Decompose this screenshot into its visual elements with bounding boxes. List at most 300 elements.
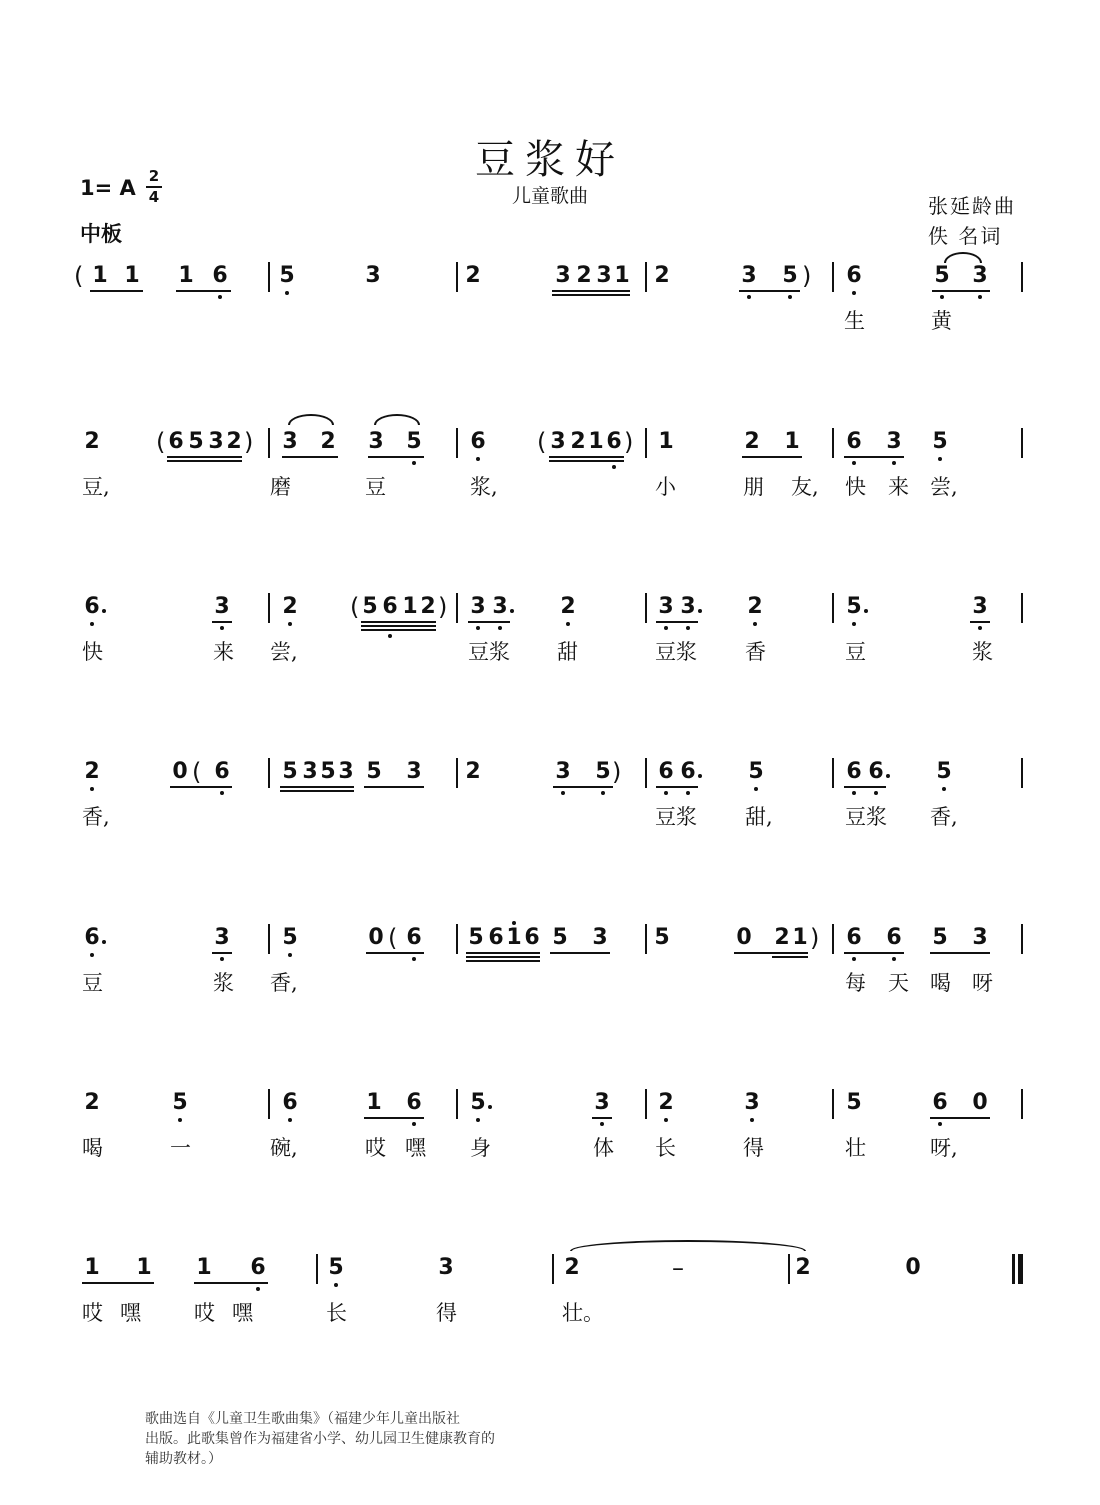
note: 5 <box>172 1090 188 1115</box>
bar-line <box>645 1089 647 1119</box>
song-title: 豆浆好 <box>475 137 625 183</box>
octave-dot <box>664 626 668 630</box>
lyric: 喝 <box>82 1136 103 1160</box>
octave-dot <box>388 634 392 638</box>
note: 2 <box>84 1090 100 1115</box>
note: 5 <box>328 1255 344 1280</box>
lyric: 豆浆 <box>655 805 697 829</box>
beam-underline <box>552 290 630 292</box>
beam-underline <box>772 956 808 958</box>
note: 6 <box>406 925 422 950</box>
bar-line <box>316 1254 318 1284</box>
octave-dot <box>747 295 751 299</box>
note: 3 <box>365 263 381 288</box>
octave-dot <box>788 295 792 299</box>
note: 2 <box>744 429 760 454</box>
note: 5 <box>654 925 670 950</box>
beam-underline <box>549 456 624 458</box>
composer-tie <box>944 252 982 263</box>
octave-dot <box>750 1118 754 1122</box>
bar-line <box>1012 1254 1015 1284</box>
augmentation-dot <box>864 609 868 613</box>
note: 0 <box>172 759 188 784</box>
note: 3 <box>592 925 608 950</box>
bar-line <box>645 593 647 623</box>
note: 1 <box>124 263 140 288</box>
octave-dot <box>601 791 605 795</box>
beam-underline <box>592 1117 612 1119</box>
note: 5 <box>595 759 611 784</box>
augmentation-dot <box>488 1105 492 1109</box>
time-signature <box>146 168 162 206</box>
paren-close: ) <box>810 924 820 952</box>
beam-underline <box>549 460 624 462</box>
note: 3 <box>438 1255 454 1280</box>
note: 3 <box>470 594 486 619</box>
beam-underline <box>468 621 510 623</box>
note: 2 <box>774 925 790 950</box>
lyric: 浆 <box>972 640 993 664</box>
note: 3 <box>658 594 674 619</box>
note: 1 <box>92 263 108 288</box>
beam-underline <box>553 786 613 788</box>
note: 2 <box>654 263 670 288</box>
lyric: 尝, <box>270 640 298 664</box>
note: 6 <box>84 925 100 950</box>
lyric: 快 <box>82 640 103 664</box>
lyric: 天 <box>888 971 909 995</box>
beam-underline <box>282 456 338 458</box>
note: 5 <box>932 429 948 454</box>
note: 3 <box>972 925 988 950</box>
lyric: 来 <box>888 475 909 499</box>
beam-underline <box>742 456 802 458</box>
key-signature: 1= A <box>80 176 136 200</box>
bar-line <box>832 758 834 788</box>
octave-dot <box>612 465 616 469</box>
note: 3 <box>741 263 757 288</box>
note: 5 <box>932 925 948 950</box>
beam-underline <box>280 790 354 792</box>
time-signature-bottom: 4 <box>148 188 160 206</box>
footnote-line-3: 辅助教材。） <box>145 1451 222 1467</box>
octave-dot <box>220 626 224 630</box>
note: 2 <box>795 1255 811 1280</box>
note: 3 <box>214 594 230 619</box>
note: 2 <box>658 1090 674 1115</box>
octave-dot <box>256 1287 260 1291</box>
beam-underline <box>466 952 540 954</box>
bar-line <box>1021 593 1023 623</box>
lyric: 每 <box>845 971 866 995</box>
note: 2 <box>560 594 576 619</box>
beam-underline <box>656 786 698 788</box>
note: 6 <box>406 1090 422 1115</box>
lyric: 豆浆 <box>845 805 887 829</box>
lyric: 嘿 <box>232 1301 253 1325</box>
note: 2 <box>84 429 100 454</box>
bar-line <box>645 428 647 458</box>
footnote-line-1: 歌曲选自《儿童卫生歌曲集》（福建少年儿童出版社 <box>145 1411 460 1427</box>
tempo-marking: 中板 <box>80 221 122 246</box>
note: 2 <box>564 1255 580 1280</box>
octave-dot <box>753 622 757 626</box>
octave-dot <box>938 1122 942 1126</box>
paren-close: ) <box>612 758 622 786</box>
note: 6 <box>846 263 862 288</box>
note: 1 <box>178 263 194 288</box>
note: 1 <box>658 429 674 454</box>
note: 1 <box>136 1255 152 1280</box>
note: 6 <box>606 429 622 454</box>
beam-underline <box>970 621 990 623</box>
beam-underline <box>176 290 231 292</box>
beam-underline <box>364 1117 424 1119</box>
bar-line <box>1021 758 1023 788</box>
octave-dot <box>978 295 982 299</box>
lyric: 长 <box>326 1301 347 1325</box>
beam-underline <box>739 290 800 292</box>
note: 5 <box>936 759 952 784</box>
augmentation-dot <box>886 774 890 778</box>
note: 2 <box>84 759 100 784</box>
note: 5 <box>362 594 378 619</box>
time-signature-top: 2 <box>148 167 160 185</box>
octave-dot <box>178 1118 182 1122</box>
octave-dot <box>90 622 94 626</box>
dash-hold: – <box>672 1254 684 1282</box>
beam-underline <box>552 294 630 296</box>
lyric: 生 <box>844 309 865 333</box>
note: 6 <box>524 925 540 950</box>
lyric: 豆 <box>82 971 103 995</box>
beam-underline <box>930 952 990 954</box>
octave-dot <box>852 791 856 795</box>
octave-dot <box>412 461 416 465</box>
note: 1 <box>792 925 808 950</box>
lyric: 友, <box>791 475 819 499</box>
beam-underline <box>361 625 436 627</box>
bar-line <box>832 1089 834 1119</box>
bar-line <box>1018 1254 1023 1284</box>
lyric: 香 <box>745 640 766 664</box>
note: 6 <box>846 759 862 784</box>
paren-close: ) <box>624 428 634 456</box>
octave-dot <box>874 791 878 795</box>
note: 5 <box>188 429 204 454</box>
octave-dot <box>412 957 416 961</box>
note: 3 <box>282 429 298 454</box>
lyric: 身 <box>470 1136 491 1160</box>
lyric: 香, <box>930 805 958 829</box>
beam-underline <box>167 460 242 462</box>
bar-line <box>268 593 270 623</box>
note: 3 <box>680 594 696 619</box>
note: 3 <box>208 429 224 454</box>
beam-underline <box>361 621 436 623</box>
beam-underline <box>932 290 990 292</box>
bar-line <box>268 758 270 788</box>
note: 2 <box>320 429 336 454</box>
note: 6 <box>470 429 486 454</box>
lyric: 豆 <box>365 475 386 499</box>
octave-dot <box>334 1283 338 1287</box>
paren-open: ( <box>156 428 166 456</box>
note: 2 <box>282 594 298 619</box>
note: 1 <box>366 1090 382 1115</box>
note: 1 <box>784 429 800 454</box>
lyric: 尝, <box>930 475 958 499</box>
beam-underline <box>212 952 232 954</box>
bar-line <box>268 924 270 954</box>
note: 1 <box>614 263 630 288</box>
octave-dot <box>852 957 856 961</box>
note: 3 <box>338 759 354 784</box>
augmentation-dot <box>102 940 106 944</box>
note: 6 <box>84 594 100 619</box>
beam-underline <box>844 952 904 954</box>
lyric: 豆浆 <box>468 640 510 664</box>
lyric: 浆 <box>213 971 234 995</box>
note: 3 <box>972 594 988 619</box>
note: 6 <box>846 925 862 950</box>
octave-dot <box>940 295 944 299</box>
lyric: 豆, <box>82 475 110 499</box>
octave-dot <box>852 622 856 626</box>
beam-underline <box>466 956 540 958</box>
lyric: 嘿 <box>405 1136 426 1160</box>
lyric: 磨 <box>270 475 291 499</box>
octave-dot <box>686 626 690 630</box>
augmentation-dot <box>510 609 514 613</box>
paren-close: ) <box>802 262 812 290</box>
lyric: 长 <box>655 1136 676 1160</box>
note: 0 <box>368 925 384 950</box>
octave-dot <box>220 791 224 795</box>
note: 1 <box>84 1255 100 1280</box>
note: 6 <box>932 1090 948 1115</box>
bar-line <box>456 924 458 954</box>
note: 3 <box>744 1090 760 1115</box>
note: 0 <box>736 925 752 950</box>
note: 3 <box>594 1090 610 1115</box>
octave-dot <box>218 295 222 299</box>
note: 3 <box>492 594 508 619</box>
note: 3 <box>886 429 902 454</box>
note: 6 <box>680 759 696 784</box>
bar-line <box>456 428 458 458</box>
note: 3 <box>555 263 571 288</box>
lyric: 嘿 <box>120 1301 141 1325</box>
beam-underline <box>550 952 610 954</box>
note: 1 <box>402 594 418 619</box>
note: 6 <box>212 263 228 288</box>
bar-line <box>832 924 834 954</box>
beam-underline <box>280 786 354 788</box>
octave-dot <box>754 787 758 791</box>
bar-line <box>832 593 834 623</box>
lyric: 壮 <box>845 1136 866 1160</box>
paren-open: ( <box>388 924 398 952</box>
lyric: 黄 <box>931 309 952 333</box>
lyric: 香, <box>270 971 298 995</box>
octave-dot <box>600 1122 604 1126</box>
lyric: 哎 <box>365 1136 386 1160</box>
bar-line <box>832 262 834 292</box>
note: 1 <box>588 429 604 454</box>
bar-line <box>1021 428 1023 458</box>
note: 5 <box>748 759 764 784</box>
octave-dot <box>288 622 292 626</box>
paren-open: ( <box>74 262 84 290</box>
beam-underline <box>466 960 540 962</box>
lyric: 得 <box>436 1301 457 1325</box>
tie-slur <box>288 414 334 425</box>
bar-line <box>456 1089 458 1119</box>
octave-dot <box>412 1122 416 1126</box>
note: 3 <box>596 263 612 288</box>
note: 6 <box>886 925 902 950</box>
note: 6 <box>868 759 884 784</box>
note: 3 <box>214 925 230 950</box>
beam-underline <box>734 952 808 954</box>
lyric: 哎 <box>82 1301 103 1325</box>
octave-dot <box>288 1118 292 1122</box>
bar-line <box>645 758 647 788</box>
bar-line <box>552 1254 554 1284</box>
augmentation-dot <box>698 774 702 778</box>
lyric: 呀, <box>930 1136 958 1160</box>
beam-underline <box>656 621 698 623</box>
note: 2 <box>465 263 481 288</box>
beam-underline <box>366 952 424 954</box>
bar-line <box>832 428 834 458</box>
octave-dot <box>852 291 856 295</box>
lyric: 香, <box>82 805 110 829</box>
beam-underline <box>167 456 242 458</box>
note: 5 <box>282 759 298 784</box>
paren-close: ) <box>438 593 448 621</box>
lyric: 一 <box>170 1136 191 1160</box>
note: 3 <box>368 429 384 454</box>
note: 5 <box>470 1090 486 1115</box>
bar-line <box>456 593 458 623</box>
bar-line <box>1021 924 1023 954</box>
note: 2 <box>420 594 436 619</box>
note: 1 <box>506 925 522 950</box>
lyric: 得 <box>743 1136 764 1160</box>
lyric: 喝 <box>930 971 951 995</box>
tie-slur <box>374 414 420 425</box>
note: 0 <box>905 1255 921 1280</box>
note: 2 <box>747 594 763 619</box>
note: 5 <box>846 594 862 619</box>
note: 2 <box>570 429 586 454</box>
octave-dot <box>476 1118 480 1122</box>
note: 6 <box>250 1255 266 1280</box>
octave-dot <box>566 622 570 626</box>
octave-dot <box>561 791 565 795</box>
paren-open: ( <box>537 428 547 456</box>
note: 5 <box>366 759 382 784</box>
composer-credit: 张延龄曲 <box>928 194 1016 218</box>
octave-dot <box>686 791 690 795</box>
bar-line <box>1021 1089 1023 1119</box>
note: 2 <box>226 429 242 454</box>
octave-dot <box>852 461 856 465</box>
beam-underline <box>844 786 886 788</box>
lyricist-credit: 佚 名词 <box>928 224 1003 248</box>
octave-dot <box>938 457 942 461</box>
note: 0 <box>972 1090 988 1115</box>
bar-line <box>645 924 647 954</box>
lyric: 来 <box>213 640 234 664</box>
note: 6 <box>658 759 674 784</box>
octave-dot <box>664 791 668 795</box>
note: 6 <box>846 429 862 454</box>
note: 2 <box>576 263 592 288</box>
octave-dot <box>220 957 224 961</box>
paren-close: ) <box>244 428 254 456</box>
bar-line <box>645 262 647 292</box>
note: 2 <box>465 759 481 784</box>
octave-dot <box>664 1118 668 1122</box>
octave-dot <box>476 626 480 630</box>
note: 5 <box>406 429 422 454</box>
beam-underline <box>364 786 424 788</box>
bar-line <box>788 1254 790 1284</box>
lyric: 快 <box>845 475 866 499</box>
beam-underline <box>90 290 143 292</box>
note: 6 <box>168 429 184 454</box>
beam-underline <box>361 629 436 631</box>
beam-underline <box>194 1282 268 1284</box>
note: 3 <box>555 759 571 784</box>
note: 3 <box>406 759 422 784</box>
octave-dot <box>942 787 946 791</box>
note: 5 <box>279 263 295 288</box>
lyric: 豆浆 <box>655 640 697 664</box>
bar-line <box>1021 262 1023 292</box>
lyric: 呀 <box>972 971 993 995</box>
note: 6 <box>214 759 230 784</box>
augmentation-dot <box>698 609 702 613</box>
note: 5 <box>782 263 798 288</box>
note: 1 <box>196 1255 212 1280</box>
beam-underline <box>844 456 904 458</box>
lyric: 浆, <box>470 475 498 499</box>
octave-dot <box>978 626 982 630</box>
bar-line <box>456 758 458 788</box>
lyric: 朋 <box>743 475 764 499</box>
lyric: 哎 <box>194 1301 215 1325</box>
footnote-line-2: 出版。此歌集曾作为福建省小学、幼儿园卫生健康教育的 <box>145 1431 495 1447</box>
song-subtitle: 儿童歌曲 <box>511 185 588 207</box>
bar-line <box>456 262 458 292</box>
lyric: 甜, <box>745 805 773 829</box>
note: 3 <box>302 759 318 784</box>
augmentation-dot <box>102 609 106 613</box>
octave-dot <box>90 787 94 791</box>
beam-underline <box>82 1282 154 1284</box>
beam-underline <box>212 621 232 623</box>
octave-dot <box>285 291 289 295</box>
lyric: 碗, <box>270 1136 298 1160</box>
bar-line <box>268 1089 270 1119</box>
paren-open: ( <box>350 593 360 621</box>
note: 6 <box>488 925 504 950</box>
lyric: 体 <box>593 1136 614 1160</box>
